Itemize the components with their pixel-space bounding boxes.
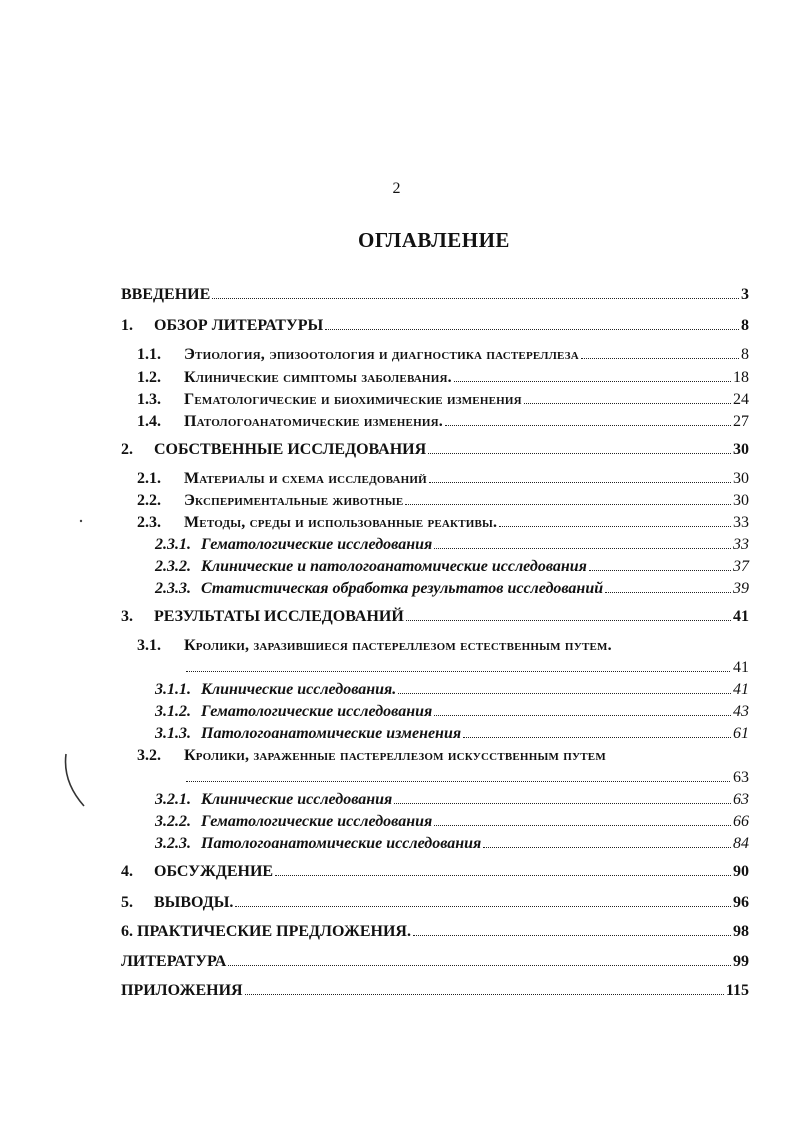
toc-entry-number: 2.3.	[137, 514, 161, 531]
toc-entry-intro[interactable]	[121, 285, 749, 305]
scan-pen-mark	[60, 750, 90, 810]
toc-entry-text: 6. ПРАКТИЧЕСКИЕ ПРЕДЛОЖЕНИЯ.	[121, 923, 411, 940]
toc-entry-text: Гематологические исследования	[201, 813, 433, 830]
toc-entry-number: 3.2.3.	[155, 835, 191, 852]
toc-entry-text: Патологоанатомические изменения	[201, 725, 462, 742]
toc-entry-number: 2.3.3.	[155, 580, 191, 597]
toc-entry-page: 63	[733, 769, 749, 786]
toc-entry-subsection-2-3-3[interactable]	[155, 579, 749, 599]
toc-entry-text: ОБСУЖДЕНИЕ	[154, 863, 274, 880]
toc-entry-text: ПРИЛОЖЕНИЯ	[121, 982, 243, 999]
toc-entry-text: Этиология, эпизоотология и диагностика пастереллеза	[184, 346, 579, 363]
toc-entry-chapter-3[interactable]	[121, 607, 749, 627]
toc-entry-subsection-3-2-1[interactable]	[155, 790, 749, 810]
toc-entry-page: 3	[741, 286, 749, 303]
page-number: 2	[392, 180, 401, 197]
toc-entry-section-2-2[interactable]	[137, 491, 749, 511]
toc-entry-text: Гематологические исследования	[201, 703, 433, 720]
toc-entry-page: 41	[733, 608, 749, 625]
toc-entry-text: Методы, среды и использованные реактивы.	[184, 514, 498, 531]
dot-leader	[483, 847, 731, 848]
dot-leader	[228, 965, 731, 966]
toc-entry-page: 27	[733, 413, 749, 430]
toc-entry-subsection-3-1-3[interactable]	[155, 724, 749, 744]
toc-entry-page: 66	[733, 813, 749, 830]
toc-entry-section-1-3[interactable]	[137, 390, 749, 410]
dot-leader	[405, 504, 731, 505]
toc-entry-subsection-3-1-2[interactable]	[155, 702, 749, 722]
toc-entry-text: Клинические и патологоанатомические исследования	[201, 558, 587, 575]
toc-entry-subsection-2-3-2[interactable]	[155, 557, 749, 577]
toc-entry-chapter-5[interactable]	[121, 893, 749, 913]
toc-entry-chapter-1[interactable]	[121, 316, 749, 336]
toc-entry-section-3-2-continuation[interactable]	[186, 768, 749, 788]
dot-leader	[325, 329, 739, 330]
toc-entry-section-2-3[interactable]	[137, 513, 749, 533]
dot-leader	[429, 482, 731, 483]
dot-leader	[581, 358, 739, 359]
toc-entry-appendices[interactable]	[121, 981, 749, 1001]
toc-entry-text: Кролики, заразившиеся пастереллезом естественным путем.	[184, 637, 612, 654]
dot-leader	[445, 425, 731, 426]
toc-entry-page: 33	[733, 536, 749, 553]
toc-entry-text: ЛИТЕРАТУРА	[121, 953, 227, 970]
toc-entry-number: 3.1.2.	[155, 703, 191, 720]
toc-entry-page: 18	[733, 369, 749, 386]
page-title: ОГЛАВЛЕНИЕ	[358, 228, 510, 252]
toc-entry-chapter-4[interactable]	[121, 862, 749, 882]
toc-entry-text: РЕЗУЛЬТАТЫ ИССЛЕДОВАНИЙ	[154, 608, 404, 625]
toc-entry-section-3-2[interactable]	[137, 746, 749, 766]
toc-entry-subsection-3-2-2[interactable]	[155, 812, 749, 832]
toc-entry-section-1-1[interactable]	[137, 345, 749, 365]
toc-entry-page: 84	[733, 835, 749, 852]
toc-entry-page: 96	[733, 894, 749, 911]
toc-entry-text: Клинические исследования	[201, 791, 393, 808]
toc-entry-number: 1.3.	[137, 391, 161, 408]
dot-leader	[428, 453, 731, 454]
scan-speck	[78, 518, 84, 524]
toc-entry-page: 30	[733, 492, 749, 509]
dot-leader	[398, 693, 731, 694]
toc-entry-number: 2.1.	[137, 470, 161, 487]
toc-entry-number: 2.2.	[137, 492, 161, 509]
toc-entry-section-3-1[interactable]	[137, 636, 749, 656]
toc-entry-number: 3.2.1.	[155, 791, 191, 808]
dot-leader	[394, 803, 731, 804]
toc-entry-page: 33	[733, 514, 749, 531]
dot-leader	[212, 298, 739, 299]
table-of-contents	[0, 282, 793, 1002]
toc-entry-text: Патологоанатомические исследования	[201, 835, 482, 852]
toc-entry-page: 90	[733, 863, 749, 880]
toc-entry-page: 41	[733, 659, 749, 676]
toc-entry-section-1-4[interactable]	[137, 412, 749, 432]
toc-entry-section-2-1[interactable]	[137, 469, 749, 489]
dot-leader	[589, 570, 731, 571]
dot-leader	[454, 381, 731, 382]
toc-entry-number: 2.3.2.	[155, 558, 191, 575]
toc-entry-number: 3.	[121, 608, 133, 625]
toc-entry-text: Материалы и схема исследований	[184, 470, 427, 487]
toc-entry-section-3-1-continuation[interactable]	[186, 658, 749, 678]
dot-leader	[413, 935, 731, 936]
dot-leader	[524, 403, 731, 404]
toc-entry-page: 98	[733, 923, 749, 940]
dot-leader	[499, 526, 731, 527]
dot-leader	[186, 781, 730, 782]
dot-leader	[186, 671, 730, 672]
toc-entry-page: 43	[733, 703, 749, 720]
dot-leader	[463, 737, 731, 738]
toc-entry-page: 8	[741, 346, 749, 363]
toc-entry-page: 30	[733, 441, 749, 458]
toc-entry-section-1-2[interactable]	[137, 368, 749, 388]
toc-entry-text: ВЫВОДЫ.	[154, 894, 234, 911]
dot-leader	[275, 875, 731, 876]
toc-entry-number: 3.1.	[137, 637, 161, 654]
toc-entry-page: 99	[733, 953, 749, 970]
dot-leader	[245, 994, 724, 995]
toc-entry-literature[interactable]	[121, 952, 749, 972]
toc-entry-subsection-3-2-3[interactable]	[155, 834, 749, 854]
toc-entry-number: 1.4.	[137, 413, 161, 430]
dot-leader	[434, 715, 731, 716]
dot-leader	[434, 825, 731, 826]
dot-leader	[235, 906, 731, 907]
dot-leader	[406, 620, 731, 621]
dot-leader	[605, 592, 731, 593]
toc-entry-chapter-6[interactable]	[121, 922, 749, 942]
toc-entry-text: ОБЗОР ЛИТЕРАТУРЫ	[154, 317, 324, 334]
toc-entry-text: Клинические исследования.	[201, 681, 397, 698]
toc-entry-number: 1.	[121, 317, 133, 334]
toc-entry-number: 4.	[121, 863, 133, 880]
toc-entry-text: Гематологические исследования	[201, 536, 433, 553]
toc-entry-number: 1.1.	[137, 346, 161, 363]
toc-entry-page: 24	[733, 391, 749, 408]
toc-entry-number: 3.1.3.	[155, 725, 191, 742]
toc-entry-number: 3.2.2.	[155, 813, 191, 830]
toc-entry-text: ВВЕДЕНИЕ	[121, 286, 211, 303]
toc-entry-number: 2.3.1.	[155, 536, 191, 553]
toc-entry-number: 1.2.	[137, 369, 161, 386]
toc-entry-text: Кролики, зараженные пастереллезом искусственным путем	[184, 747, 606, 764]
toc-entry-page: 63	[733, 791, 749, 808]
toc-entry-page: 37	[733, 558, 749, 575]
toc-entry-text: СОБСТВЕННЫЕ ИССЛЕДОВАНИЯ	[154, 441, 427, 458]
toc-entry-number: 3.2.	[137, 747, 161, 764]
toc-entry-page: 39	[733, 580, 749, 597]
toc-entry-number: 2.	[121, 441, 133, 458]
toc-entry-text: Гематологические и биохимические изменения	[184, 391, 522, 408]
toc-entry-text: Клинические симптомы заболевания.	[184, 369, 452, 386]
toc-entry-text: Патологоанатомические изменения.	[184, 413, 443, 430]
toc-entry-chapter-2[interactable]	[121, 440, 749, 460]
toc-entry-subsection-2-3-1[interactable]	[155, 535, 749, 555]
dot-leader	[434, 548, 731, 549]
toc-entry-page: 41	[733, 681, 749, 698]
toc-entry-page: 115	[725, 982, 749, 999]
toc-entry-page: 8	[741, 317, 749, 334]
toc-entry-number: 5.	[121, 894, 133, 911]
toc-entry-page: 61	[733, 725, 749, 742]
toc-entry-text: Статистическая обработка результатов исследований	[201, 580, 604, 597]
toc-entry-number: 3.1.1.	[155, 681, 191, 698]
toc-entry-page: 30	[733, 470, 749, 487]
toc-entry-subsection-3-1-1[interactable]	[155, 680, 749, 700]
toc-entry-text: Экспериментальные животные	[184, 492, 404, 509]
